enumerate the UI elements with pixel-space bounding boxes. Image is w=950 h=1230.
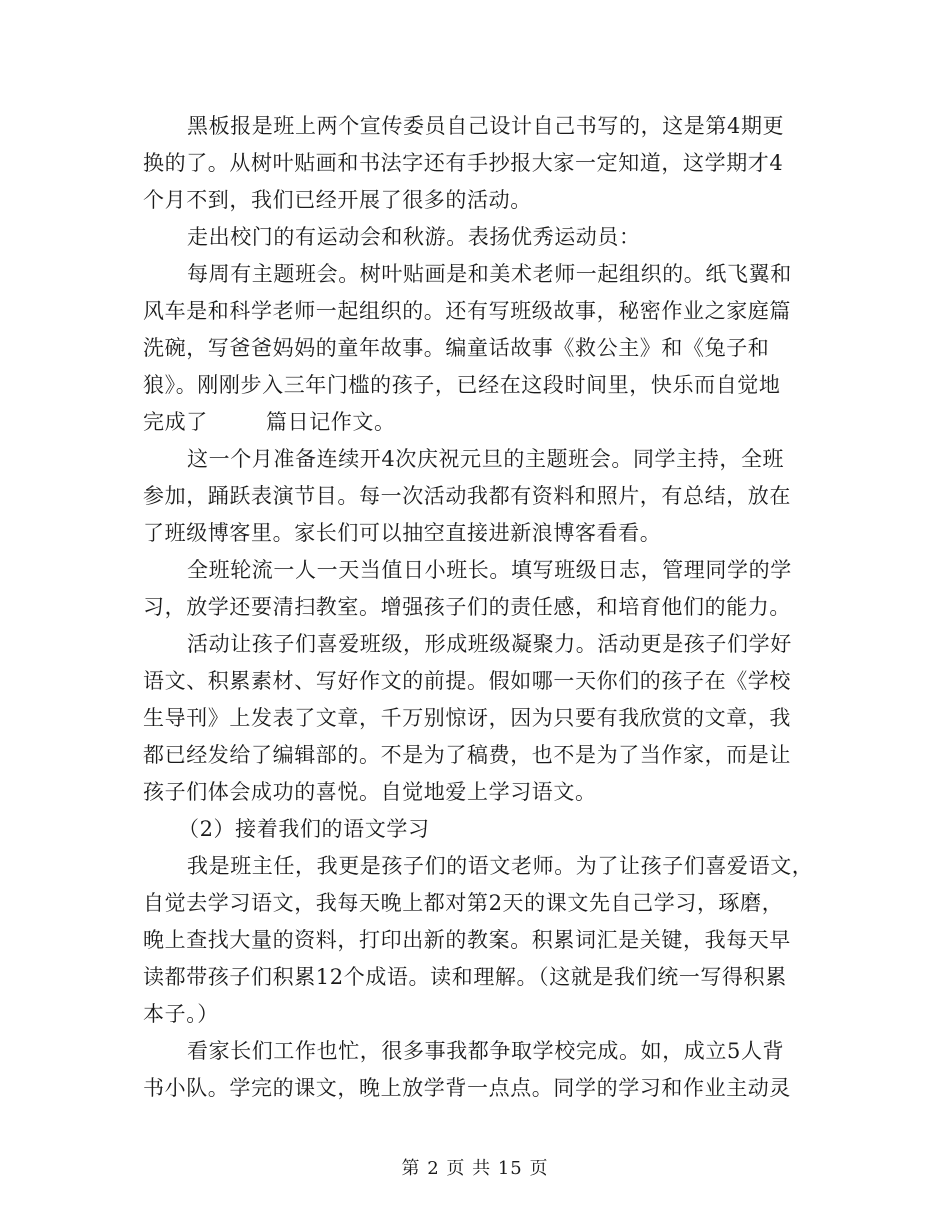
text-line: 狼》。刚刚步入三年门槛的孩子，已经在这段时间里，快乐而自觉地 — [143, 373, 781, 397]
text-line: 活动让孩子们喜爱班级，形成班级凝聚力。活动更是孩子们学好 — [187, 632, 792, 656]
text-line: 全班轮流一人一天当值日小班长。填写班级日志，管理同学的学 — [187, 558, 792, 582]
text-line: 洗碗，写爸爸妈妈的童年故事。编童话故事《救公主》和《兔子和 — [143, 336, 770, 360]
text-line: 都已经发给了编辑部的。不是为了稿费，也不是为了当作家，而是让 — [143, 743, 791, 767]
text-line: 读都带孩子们积累12个成语。读和理解。（这就是我们统一写得积累 — [143, 965, 787, 989]
text-line: 生导刊》上发表了文章，千万别惊讶，因为只要有我欣赏的文章，我 — [143, 706, 791, 730]
text-line: 风车是和科学老师一起组织的。还有写班级故事，秘密作业之家庭篇 — [143, 299, 791, 323]
text-line: 看家长们工作也忙，很多事我都争取学校完成。如，成立5人背 — [187, 1039, 785, 1063]
text-line: 语文、积累素材、写好作文的前提。假如哪一天你们的孩子在《学校 — [143, 669, 791, 693]
text-line: 换的了。从树叶贴画和书法字还有手抄报大家一定知道，这学期才4 — [143, 151, 784, 175]
page-number-footer: 第 2 页 共 15 页 — [401, 1158, 549, 1179]
text-line: 参加，踊跃表演节目。每一次活动我都有资料和照片，有总结，放在 — [143, 484, 791, 508]
text-line: 本子。） — [143, 1002, 219, 1026]
text-line: 我是班主任，我更是孩子们的语文老师。为了让孩子们喜爱语文， — [187, 854, 814, 878]
text-line: 孩子们体会成功的喜悦。自觉地爱上学习语文。 — [143, 780, 597, 804]
text-line: 完成了 篇日记作文。 — [143, 410, 396, 434]
text-line: 书小队。学完的课文，晚上放学背一点点。同学的学习和作业主动灵 — [143, 1076, 791, 1100]
text-line: 走出校门的有运动会和秋游。表扬优秀运动员： — [187, 225, 641, 249]
text-line: 黑板报是班上两个宣传委员自己设计自己书写的，这是第4期更 — [187, 114, 785, 138]
text-line: 晚上查找大量的资料，打印出新的教案。积累词汇是关键，我每天早 — [143, 928, 791, 952]
text-line: 个月不到，我们已经开展了很多的活动。 — [143, 188, 532, 212]
text-line: 这一个月准备连续开4次庆祝元旦的主题班会。同学主持，全班 — [187, 447, 785, 471]
text-line: 每周有主题班会。树叶贴画是和美术老师一起组织的。纸飞翼和 — [187, 262, 792, 286]
text-line: 自觉去学习语文，我每天晚上都对第2天的课文先自己学习，琢磨， — [143, 891, 784, 915]
text-line: 了班级博客里。家长们可以抽空直接进新浪博客看看。 — [143, 521, 662, 545]
section-heading: （2）接着我们的语文学习 — [178, 817, 430, 841]
text-line: 习，放学还要清扫教室。增强孩子们的责任感，和培育他们的能力。 — [143, 595, 791, 619]
